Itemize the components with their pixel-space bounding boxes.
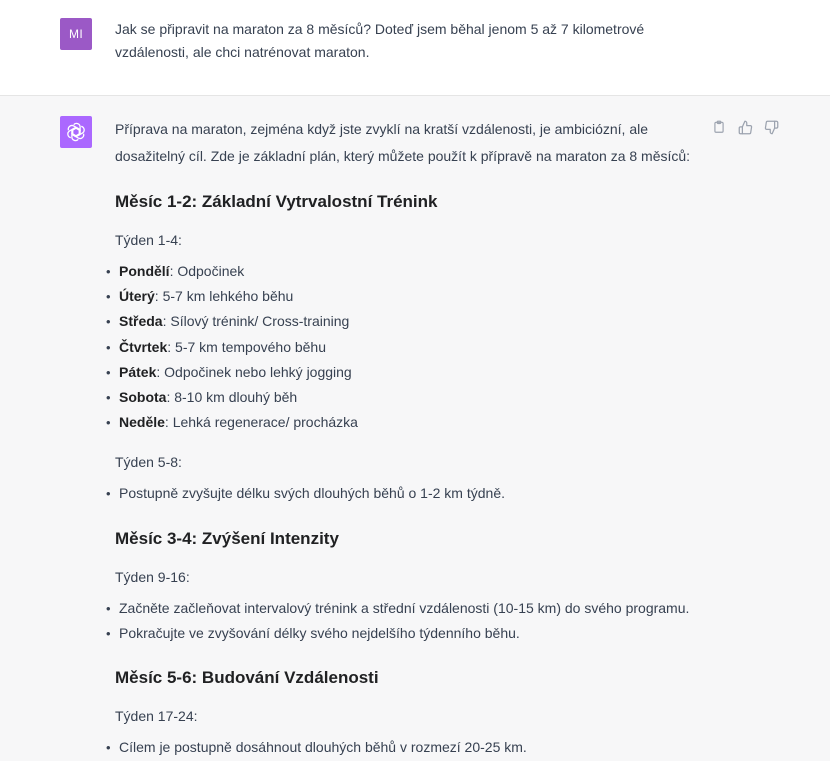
day-name: Neděle (119, 414, 165, 431)
day-plan: : Sílový trénink/ Cross-training (162, 313, 350, 330)
tip-list (115, 481, 715, 506)
list-item (115, 335, 715, 360)
day-plan: : Odpočinek nebo lehký jogging (156, 363, 352, 380)
day-plan: : 5-7 km tempového běhu (167, 338, 327, 355)
day-name: Středa (119, 313, 163, 330)
section-heading: Měsíc 1-2: Základní Vytrvalostní Trénink (115, 192, 438, 211)
list-item: • Pokračujte ve zvyšování délky svého nejdelšího týdenního běhu. (115, 621, 715, 646)
assistant-message-content (115, 116, 715, 760)
openai-logo-icon (65, 121, 87, 143)
list-item (115, 309, 715, 334)
week-label: Týden 1-4: (115, 232, 182, 248)
list-item (115, 259, 715, 284)
assistant-avatar (60, 116, 92, 148)
week-label: Týden 5-8: (115, 454, 182, 471)
assistant-message-row (0, 96, 830, 761)
day-plan: : Lehká regenerace/ procházka (164, 414, 358, 431)
list-item: • Cílem je postupně dosáhnout dlouhých běhů v rozmezí 20-25 km. (115, 735, 715, 760)
list-item (115, 360, 715, 385)
day-list (115, 259, 715, 435)
tip-list (115, 735, 715, 760)
week-label: Týden 9-16: (115, 568, 190, 585)
thumbs-up-button[interactable] (736, 118, 754, 136)
week-label: Týden 17-24: (115, 708, 198, 725)
user-avatar: MI (60, 18, 92, 50)
thumbs-down-icon (764, 120, 779, 135)
list-item: • Začněte začleňovat intervalový trénink a střední vzdálenosti (10-15 km) do svého programu. (115, 596, 715, 621)
thumbs-up-icon (738, 120, 753, 135)
user-message-text: Jak se připravit na maraton za 8 měsíců? Doteď jsem běhal jenom 5 až 7 kilometrové vzdálenosti, ale chci natrénovat maraton. (115, 21, 645, 60)
day-plan: : 8-10 km dlouhý běh (166, 389, 298, 406)
tip-list (115, 596, 715, 646)
list-item (115, 410, 715, 435)
day-name: Úterý (119, 288, 155, 305)
message-actions (710, 118, 780, 136)
section-heading: Měsíc 5-6: Budování Vzdálenosti (115, 668, 379, 688)
section-heading: Měsíc 3-4: Zvýšení Intenzity (115, 528, 339, 548)
day-name: Čtvrtek (119, 338, 168, 355)
day-plan: : Odpočinek (169, 263, 245, 279)
list-item (115, 284, 715, 309)
day-name: Pondělí (119, 263, 170, 279)
day-name: Sobota (119, 389, 167, 406)
thumbs-down-button[interactable] (762, 118, 780, 136)
day-plan: : 5-7 km lehkého běhu (154, 288, 294, 305)
intro-paragraph: Příprava na maraton, zejména když jste zvyklí na kratší vzdálenosti, je ambiciózní, ale dosažitelný cíl. Zde je základní plán, který můžete použít k přípravě na maraton za 8 měsíců: (115, 121, 691, 164)
list-item: • Postupně zvyšujte délku svých dlouhých běhů o 1-2 km týdně. (115, 481, 715, 506)
user-message-row (0, 0, 830, 96)
list-item (115, 385, 715, 410)
day-name: Pátek (119, 363, 157, 380)
